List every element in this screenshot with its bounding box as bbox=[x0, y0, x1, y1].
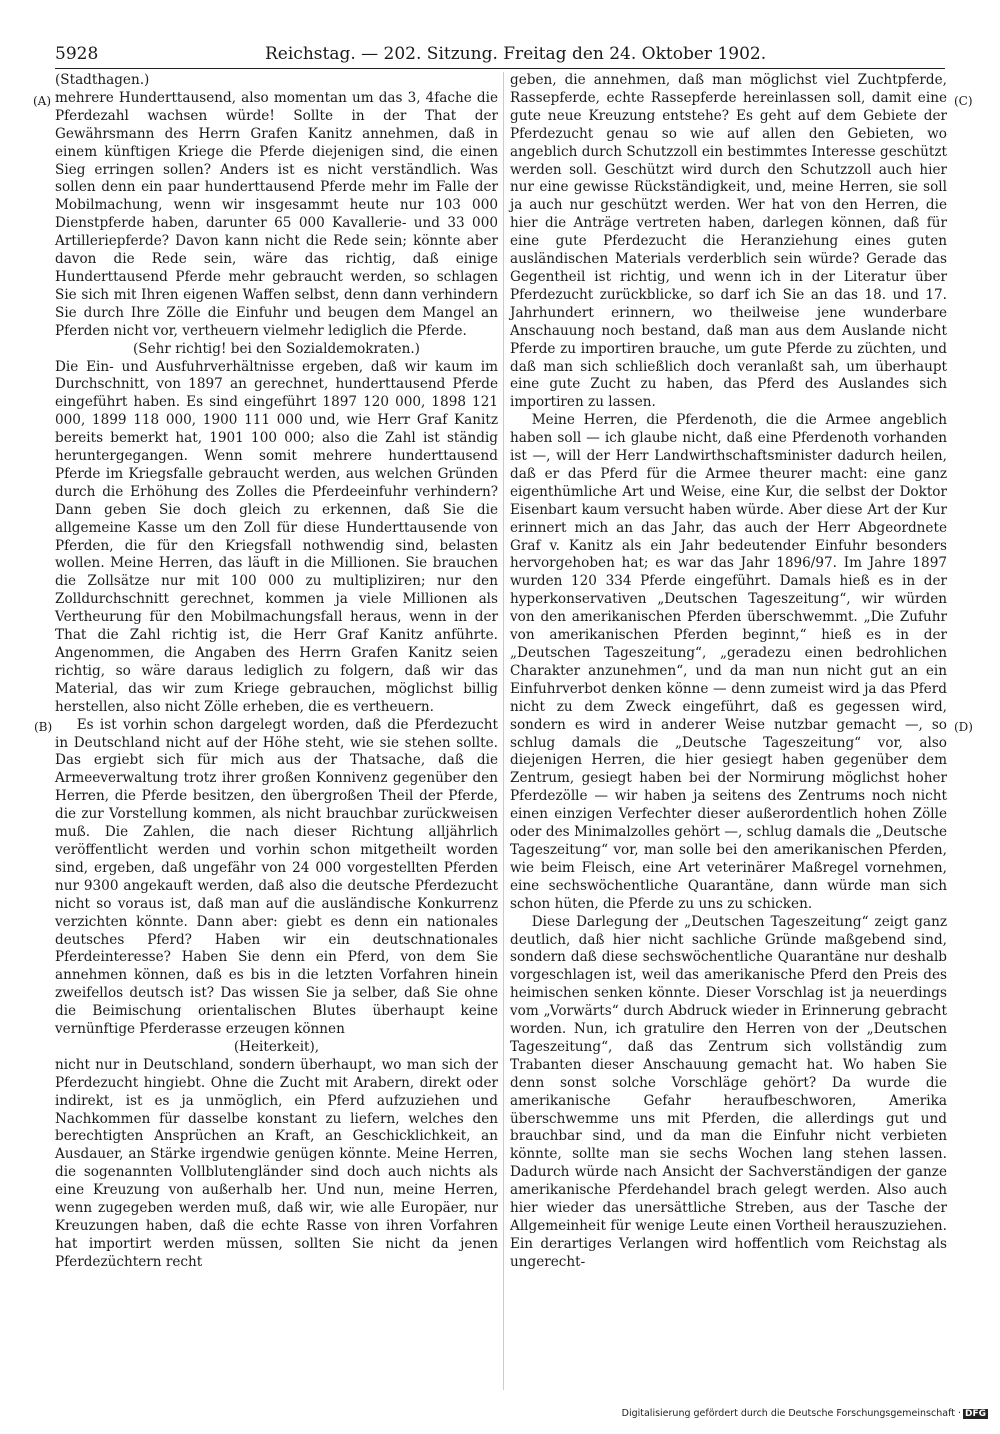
left-column bbox=[55, 72, 498, 1272]
right-column bbox=[510, 72, 947, 1272]
paragraph: Es ist vorhin schon dargelegt worden, daß die Pferdezucht in Deutschland nicht auf der Höhe steht, wie sie stehen sollte. Das ergiebt sich für mich aus der Thatsache, daß die Armeeverwaltung trotz ihrer großen Konnivenz gegenüber den Herren, die Pferde besitzen, den übergroßen Theil der Pferde, die zur Vorstellung kommen, als nicht brauchbar zurückweisen muß. Die Zahlen, die nach dieser Richtung alljährlich veröffentlicht werden und vorhin schon mitgetheilt worden sind, ergeben, daß ungefähr von 24 000 vorgestellten Pferden nur 9300 angekauft werden, daß also die deutsche Pferdezucht nicht so voraus ist, daß man auf die ausländische Konkurrenz verzichten könnte. Dann aber: giebt es denn ein nationales deutsches Pferd? Haben wir ein deutschnationales Pferdeinteresse? Haben Sie denn ein Pferd, von dem Sie annehmen können, daß es bis in die letzten Vorfahren hinein zweifellos deutsch ist? Das wissen Sie ja selber, daß Sie ohne die Beimischung orientalischen Blutes überhaupt keine vernünftige Pferderasse erzeugen können bbox=[55, 716, 498, 1038]
margin-mark-b: (B) bbox=[34, 720, 53, 734]
interjection: (Heiterkeit), bbox=[233, 1038, 320, 1055]
paragraph: mehrere Hunderttausend, also momentan um das 3, 4fache die Pferdezahl wachsen würde! Sollte in der That der Gewährsmann des Herrn Grafen Kanitz annehmen, daß in einem künftigen Kriege die Pferde diejenigen sind, die einen Sieg erringen sollen? Anders ist es nicht verständlich. Was sollen denn ein paar hunderttausend Pferde mehr im Falle der Mobilmachung, wenn wir insgesammt heute nur 103 000 Dienstpferde haben, darunter 65 000 Kavallerie- und 33 000 Artilleriepferde? Davon kann nicht die Rede sein; könnte aber davon die Rede sein, wäre das richtig, daß einige Hunderttausend Pferde mehr gebraucht werden, so schlagen Sie sich mit Ihren eigenen Waffen selbst, denn dann verhindern Sie durch Ihre Zölle die Einfuhr und beugen dem Mangel an Pferden nicht vor, vertheuern vielmehr lediglich die Pferde. bbox=[55, 89, 498, 339]
paragraph: Meine Herren, die Pferdenoth, die die Armee angeblich haben soll — ich glaube nicht, daß eine Pferdenoth vorhanden ist —, will der Herr Landwirthschaftsminister dadurch heilen, daß er das Pferd für die Armee theurer macht: eine ganz eigenthümliche Art und Weise, eine Kur, die selbst der Doktor Eisenbart kaum versucht haben würde. Aber diese Art der Kur erinnert mich an das Jahr, das auch der Herr Abgeordnete Graf v. Kanitz als ein Jahr bedeutender Einfuhr besonders hervorgehoben hat; es war das Jahr 1896/97. Im Jahre 1897 wurden 120 334 Pferde eingeführt. Damals hieß es in der hyperkonservativen „Deutschen Tageszeitung“, wir würden von den amerikanischen Pferden überschwemmt. „Die Zufuhr von amerikanischen Pferden beginnt,“ hieß es in der „Deutschen Tageszeitung“, „geradezu einen bedrohlichen Charakter anzunehmen“, und da man nun nicht gut an ein Einfuhrverbot denken könne — denn zumeist wird ja das Pferd nicht zu dem Zweck eingeführt, daß es gegessen wird, sondern es wird in anderer Weise nutzbar gemacht —, so schlug damals die „Deutsche Tageszeitung“ vor, also diejenigen Herren, die hier gesiegt haben gegenüber dem Zentrum, gesiegt haben bei der Normirung möglichst hoher Pferdezölle — wir haben ja seitens des Zentrums noch nicht einen einzigen Verfechter dieser außerordentlich hohen Zölle oder des Minimalzolles gehört —, schlug damals die „Deutsche Tageszeitung“ vor, man solle bei den amerikanischen Pferden, wie beim Fleisch, eine Art veterinärer Maßregel vornehmen, eine sechswöchentliche Quarantäne, dann würde man sich schon hüten, die Pferde zu uns zu schicken. bbox=[510, 412, 947, 912]
speaker-label: (Stadthagen.) bbox=[55, 72, 150, 88]
footer-text: Digitalisierung gefördert durch die Deutsche Forschungsgemeinschaft · bbox=[621, 1408, 961, 1419]
page-number: 5928 bbox=[55, 44, 99, 64]
dfg-logo: DFG bbox=[964, 1409, 986, 1419]
column-divider bbox=[503, 72, 504, 1390]
footer-credit bbox=[622, 1408, 988, 1419]
margin-mark-d: (D) bbox=[954, 720, 973, 734]
paragraph: nicht nur in Deutschland, sondern überhaupt, wo man sich der Pferdezucht hingiebt. Ohne die Zucht mit Arabern, direkt oder indirekt, ist es ja unmöglich, ein Pferd aufzuziehen und Nachkommen für dasselbe konstant zu liefern, welches den berechtigten Ansprüchen an Kraft, an Geschicklichkeit, an Ausdauer, an Stärke irgendwie genügen könnte. Meine Herren, die sogenannten Vollblutengländer sind doch auch nichts als eine Kreuzung von außerhalb her. Und nun, meine Herren, wenn zugegeben werden muß, daß wir, wie alle Europäer, nur Kreuzungen haben, daß die echte Rasse von ihren Vorfahren hat importirt werden müssen, sollten Sie nicht da jenen Pferdezüchtern recht bbox=[55, 1056, 498, 1270]
page-header bbox=[55, 44, 945, 66]
running-title: Reichstag. — 202. Sitzung. Freitag den 24. Oktober 1902. bbox=[265, 44, 767, 64]
margin-mark-c: (C) bbox=[954, 94, 973, 108]
interjection: (Sehr richtig! bei den Sozialdemokraten.) bbox=[133, 340, 420, 357]
paragraph: geben, die annehmen, daß man möglichst viel Zuchtpferde, Rassepferde, echte Rassepferde hereinlassen soll, damit eine gute neue Kreuzung entstehe? Es geht auf dem Gebiete der Pferdezucht genau so wie auf allen den Gebieten, wo angeblich durch Schutzzoll ein bestimmtes Interesse geschützt werden soll. Geschützt wird durch den Schutzzoll auch hier nur eine gewisse Rückständigkeit, und, meine Herren, sie soll ja auch nur geschützt werden. Wer hat von den Herren, die hier die Anträge vertreten haben, darlegen können, daß für eine gute Pferdezucht die Heranziehung eines guten ausländischen Materials verderblich sein würde? Gerade das Gegentheil ist richtig, und wenn ich in der Literatur über Pferdezucht zurückblicke, so darf ich Sie an das 18. und 17. Jahrhundert erinnern, wo theilweise jene wunderbare Anschauung noch bestand, daß man aus dem Auslande nicht Pferde zu importiren brauche, um gute Pferde zu züchten, und daß man sich schließlich doch veranlaßt sah, um überhaupt eine gute Zucht zu haben, das Pferd des Auslandes sich importiren zu lassen. bbox=[510, 72, 947, 411]
paragraph: Die Ein- und Ausfuhrverhältnisse ergeben, daß wir kaum im Durchschnitt, von 1897 an gerechnet, hunderttausend Pferde eingeführt haben. Es sind eingeführt 1897 120 000, 1898 121 000, 1899 118 000, 1900 111 000 und, wie Herr Graf Kanitz bereits bemerkt hat, 1901 100 000; also die Zahl ist ständig heruntergegangen. Wenn somit mehrere hunderttausend Pferde im Kriegsfalle gebraucht werden, aus welchen Gründen durch die Erhöhung des Zolles die Pferdeeinfuhr verhindern? Dann geben Sie doch gleich zu erkennen, daß Sie die allgemeine Kasse um den Zoll für diese Hunderttausende von Pferden, die für den Kriegsfall nothwendig sind, belasten wollen. Meine Herren, das läuft in die Millionen. Sie brauchen die Zollsätze nur mit 100 000 zu multipliziren; nur den Zolldurchschnitt gerechnet, kommen ja viele Millionen als Vertheurung für den Mobilmachungsfall heraus, wenn in der That die Zahl richtig ist, die Herr Graf Kanitz anführte. Angenommen, die Angaben des Herrn Grafen Kanitz seien richtig, so wäre daraus lediglich zu folgern, daß wir das Material, das wir zum Kriege gebrauchen, möglichst billig herstellen, also nicht Zölle erheben, die es vertheuern. bbox=[55, 358, 498, 715]
header-rule bbox=[55, 68, 945, 69]
margin-mark-a: (A) bbox=[33, 94, 52, 108]
paragraph: Diese Darlegung der „Deutschen Tageszeitung“ zeigt ganz deutlich, daß hier nicht sachliche Gründe maßgebend sind, sondern daß diese sechswöchentliche Quarantäne nur deshalb vorgeschlagen ist, weil das amerikanische Pferd den Preis des heimischen senken könnte. Dieser Vorschlag ist ja neuerdings vom „Vorwärts“ durch Abdruck wieder in Erinnerung gebracht worden. Nun, ich gratulire den Herren von der „Deutschen Tageszeitung“, daß das Zentrum sich vollständig zum Trabanten dieser Anschauung gemacht hat. Wo haben Sie denn sonst solche Vorschläge gehört? Da wurde die amerikanische Gefahr heraufbeschworen, Amerika überschwemme uns mit Pferden, die allerdings gut und brauchbar sind, und da man die Einfuhr nicht verbieten könnte, sollte man sie sechs Wochen lang stehen lassen. Dadurch würde nach Ansicht der Sachverständigen der ganze amerikanische Pferdehandel brach gelegt werden. Also auch hier wieder das unersättliche Streben, aus der Tasche der Allgemeinheit für wenige Leute einen Vortheil herauszuziehen. Ein derartiges Verlangen wird hoffentlich vom Reichstag als ungerecht- bbox=[510, 913, 947, 1270]
